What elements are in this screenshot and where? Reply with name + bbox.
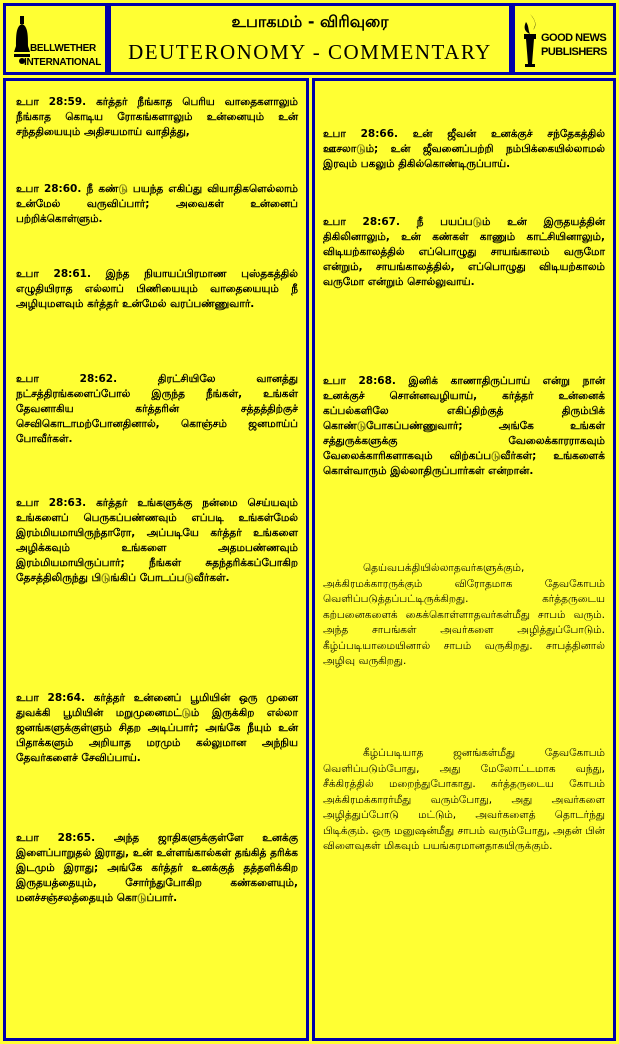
page-title-tamil: உபாகமம் - விரிவுரை <box>231 12 389 31</box>
right-logo-line1: GOOD NEWS <box>541 32 607 44</box>
verse-28-66: உபா 28:66. உன் ஜீவன் உனக்குச் சந்தேகத்தில் ஊசலாடும்; உன் ஜீவனைப்பற்றி நம்பிக்கையில்லாமல் இரவும் பகலும் திகில்கொண்டிருப்பாய். <box>323 128 605 170</box>
commentary-paragraph-2: கீழ்ப்படியாத ஜனங்கள்மீது தேவகோபம் வெளிப்படும்போது, அது மேலோட்டமாக வந்து, சீக்கிரத்தில் மறைந்துபோகாது. கர்த்தருடைய கோபம் அக்கிரமக்காரர்மீது வரும்போது, அது அவர்களை அழித்துப்போடு மட்டும், அவர்களைத் தொடர்ந்து பிடிக்கும். ஒரு மனுஷன்மீது சாபம் வரும்போது, அதன் பின் விளைவுகள் மிகவும் பயங்கரமானதாகயிருக்கும். <box>323 747 605 852</box>
publisher-logo-box-right <box>512 3 616 75</box>
title-box <box>108 3 512 75</box>
verse-28-68: உபா 28:68. இனிக் காணாதிருப்பாய் என்று நான் உனக்குச் சொன்னவழியாய், கர்த்தர் உன்னைக் கப்பல்களிலே எகிப்திற்குத் திரும்பிக் கொண்டுபோகப்பண்ணுவார்; அங்கே உங்கள் சத்துருக்களுக்கு வேலைக்காரராகவும் வேலைக்காரிகளாகவும் விற்கப்படுவீர்கள்; உங்களைக் கொள்வாரும் இல்லாதிருப்பார்கள் என்றான். <box>323 375 605 477</box>
verse-28-65: உபா 28:65. அந்த ஜாதிகளுக்குள்ளே உனக்கு இளைப்பாறுதல் இராது, உன் உள்ளங்கால்கள் தங்கித் தரிக்க இடமும் இராது; அங்கே கர்த்தர் உனக்குத் தத்தளிக்கிற இருதயத்தையும், சோர்ந்துபோகிற கண்களையும், மனச்சஞ்சலத்தையும் கொடுப்பார். <box>16 832 298 904</box>
right-column <box>312 78 616 1041</box>
verse-28-62: உபா 28:62. திரட்சியிலே வானத்து நட்சத்திரங்களைப்போல் இருந்த நீங்கள், உங்கள் தேவனாகிய கர்த்தரின் சத்தத்திற்குச் செவிகொடாமற்போனதினால், கொஞ்சம் ஜனமாய்ப் போவீர்கள். <box>16 373 298 445</box>
commentary-paragraph-1: தெய்வபக்தியில்லாதவர்களுக்கும், அக்கிரமக்காரருக்கும் விரோதமாக தேவகோபம் வெளிப்படுத்தப்பட்டிருக்கிறது. கர்த்தருடைய கற்பனைகளைக் கைக்கொள்ளாதவர்கள்மீது சாபம் வரும். அந்த சாபங்கள் அவர்களை அழித்துப்போடும். கீழ்ப்படியாமையினால் சாபம் வருகிறது. சாபத்தினால் அழிவு வருகிறது. <box>323 562 605 667</box>
left-logo-line1: BELLWETHER <box>30 43 96 54</box>
verse-28-60: உபா 28:60. நீ கண்டு பயந்த எகிப்து வியாதிகளெல்லாம் உன்மேல் வருவிப்பார்; அவைகள் உன்னைப் பற்றிக்கொள்ளும். <box>16 183 298 225</box>
bellwether-logo <box>12 12 102 70</box>
verse-28-63: உபா 28:63. கர்த்தர் உங்களுக்கு நன்மை செய்யவும் உங்களைப் பெருகப்பண்ணவும் எப்படி உங்கள்மேல் இரம்மியமாயிருந்தாரோ, அப்படியே கர்த்தர் உங்களை அழிக்கவும் உங்களை அதமபண்ணவும் இரம்மியமாயிருப்பார்; நீங்கள் சுதந்தரிக்கப்போகிற தேசத்திலிருந்து பிடுங்கிப் போடப்படுவீர்கள். <box>16 497 298 584</box>
good-news-logo <box>519 12 611 70</box>
torch-icon <box>521 14 539 68</box>
verse-28-64: உபா 28:64. கர்த்தர் உன்னைப் பூமியின் ஒரு முனை துவக்கி பூமியின் மறுமுனைமட்டும் இருக்கிற எல்லா ஜனங்களுக்குள்ளும் சிதற அடிப்பார்; அங்கே நீயும் உன் பிதாக்களும் அறியாத மரமும் கல்லுமான அந்நிய தேவர்களைச் சேவிப்பாய். <box>16 692 298 764</box>
left-logo-line2: INTERNATIONAL <box>24 57 102 68</box>
verse-28-67: உபா 28:67. நீ பயப்படும் உன் இருதயத்தின் திகிலினாலும், உன் கண்கள் காணும் காட்சியினாலும், விடியற்காலத்தில் எப்பொழுது சாயங்காலம் வருமோ என்றும், சாயங்காலத்தில், எப்பொழுது விடியற்காலம் வருமோ என்றும் சொல்லுவாய். <box>323 216 605 288</box>
left-column <box>3 78 309 1041</box>
verse-28-61: உபா 28:61. இந்த நியாயப்பிரமாண புஸ்தகத்தில் எழுதியிராத எல்லாப் பிணியையும் வாதையையும் நீ அழியுமளவும் கர்த்தர் உன்மேல் வரப்பண்ணுவார். <box>16 268 298 310</box>
right-logo-line2: PUBLISHERS <box>541 46 607 58</box>
page-title-english: DEUTERONOMY - COMMENTARY <box>128 40 492 64</box>
publisher-logo-box-left <box>3 3 108 75</box>
verse-28-59: உபா 28:59. கர்த்தர் நீங்காத பெரிய வாதைகளாலும் நீங்காத கொடிய ரோகங்களாலும் உன்னையும் உன் சந்ததியையும் அதிசயமாய் வாதித்து, <box>16 96 298 138</box>
